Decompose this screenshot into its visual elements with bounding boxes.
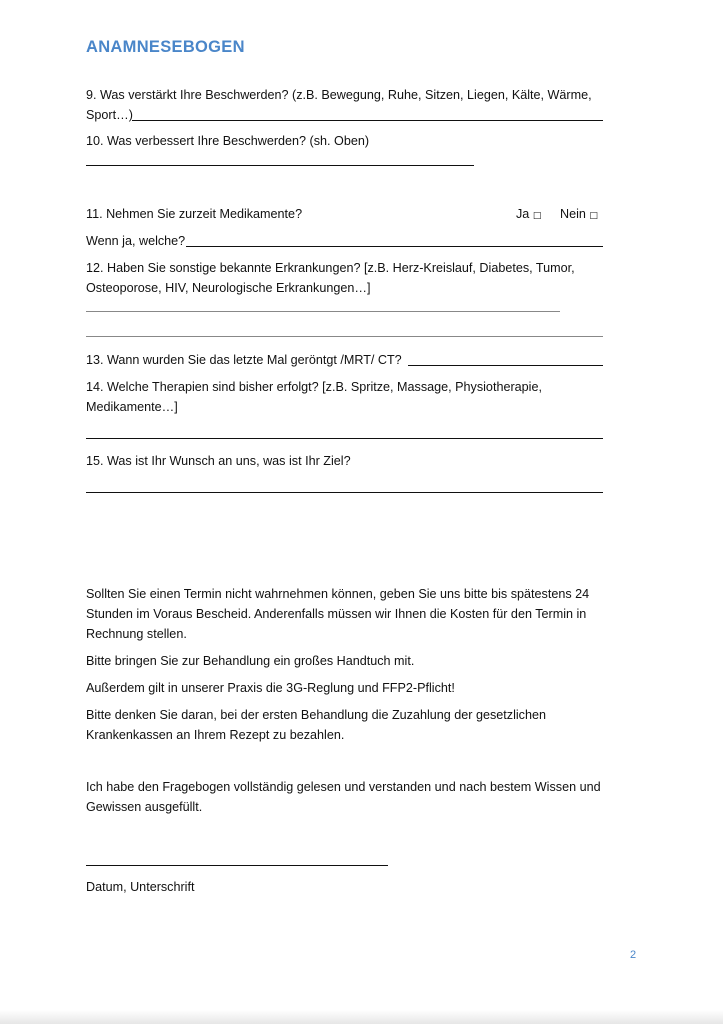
- declaration-text-cont: Gewissen ausgefüllt.: [86, 800, 203, 814]
- question-14-text: 14. Welche Therapien sind bisher erfolgt? [z.B. Spritze, Massage, Physiotherapie,: [86, 380, 542, 394]
- page-number: 2: [630, 949, 637, 961]
- nein-checkbox-icon[interactable]: □: [589, 211, 598, 221]
- question-12-text: 12. Haben Sie sonstige bekannte Erkrankungen? [z.B. Herz-Kreislauf, Diabetes, Tumor,: [86, 261, 575, 275]
- question-12-answer-line-1[interactable]: [86, 311, 560, 312]
- question-11-answer-line[interactable]: [186, 246, 603, 247]
- question-14-text-cont: Medikamente…]: [86, 400, 178, 414]
- question-9-text-cont: Sport…): [86, 108, 133, 122]
- appointment-notice-cont-2: Rechnung stellen.: [86, 627, 187, 641]
- question-12-answer-line-2[interactable]: [86, 336, 603, 337]
- question-13-answer-line[interactable]: [408, 365, 603, 366]
- 3g-notice: Außerdem gilt in unserer Praxis die 3G-Reglung und FFP2-Pflicht!: [86, 681, 455, 695]
- nein-label: Nein: [560, 207, 586, 221]
- copayment-notice: Bitte denken Sie daran, bei der ersten Behandlung die Zuzahlung der gesetzlichen: [86, 708, 546, 722]
- signature-line[interactable]: [86, 865, 388, 866]
- question-14-answer-line[interactable]: [86, 438, 603, 439]
- appointment-notice: Sollten Sie einen Termin nicht wahrnehmen können, geben Sie uns bitte bis spätestens 24: [86, 587, 590, 601]
- question-9-answer-line[interactable]: [132, 120, 603, 121]
- document-title: ANAMNESEBOGEN: [86, 38, 245, 56]
- towel-notice: Bitte bringen Sie zur Behandlung ein großes Handtuch mit.: [86, 654, 415, 668]
- declaration-text: Ich habe den Fragebogen vollständig gelesen und verstanden und nach bestem Wissen und: [86, 780, 601, 794]
- question-13-text: 13. Wann wurden Sie das letzte Mal geröntgt /MRT/ CT?: [86, 353, 402, 367]
- signature-label: Datum, Unterschrift: [86, 880, 195, 894]
- question-12-text-cont: Osteoporose, HIV, Neurologische Erkrankungen…]: [86, 281, 371, 295]
- ja-option[interactable]: [516, 207, 541, 221]
- question-10-text: 10. Was verbessert Ihre Beschwerden? (sh. Oben): [86, 134, 370, 148]
- question-11-text: 11. Nehmen Sie zurzeit Medikamente?: [86, 207, 303, 221]
- appointment-notice-cont: Stunden im Voraus Bescheid. Anderenfalls müssen wir Ihnen die Kosten für den Termin in: [86, 607, 587, 621]
- ja-label: Ja: [516, 207, 530, 221]
- nein-option[interactable]: [560, 207, 598, 221]
- question-9-text: 9. Was verstärkt Ihre Beschwerden? (z.B. Bewegung, Ruhe, Sitzen, Liegen, Kälte, Wärme,: [86, 88, 592, 102]
- question-15-text: 15. Was ist Ihr Wunsch an uns, was ist Ihr Ziel?: [86, 454, 351, 468]
- page-bottom-edge: [0, 1010, 723, 1024]
- question-15-answer-line[interactable]: [86, 492, 603, 493]
- question-10-answer-line[interactable]: [86, 165, 474, 166]
- copayment-notice-cont: Krankenkassen an Ihrem Rezept zu bezahlen.: [86, 728, 345, 742]
- question-11-followup: Wenn ja, welche?: [86, 234, 186, 248]
- ja-checkbox-icon[interactable]: □: [532, 211, 542, 221]
